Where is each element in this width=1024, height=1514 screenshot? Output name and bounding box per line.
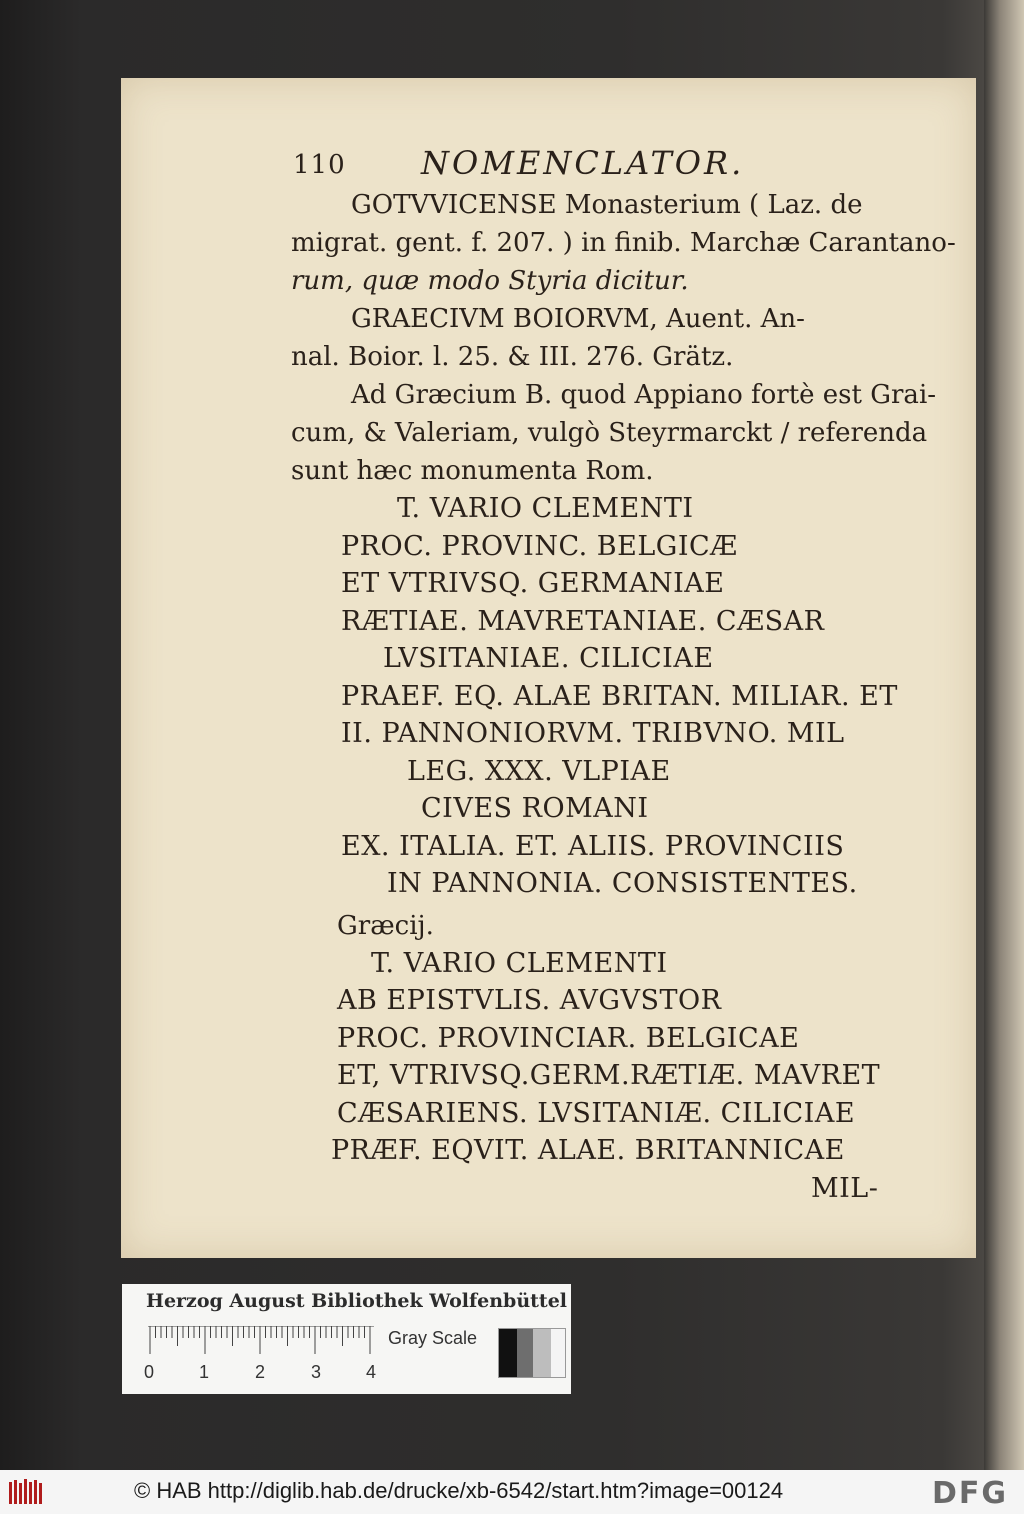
gray-swatch: [533, 1329, 551, 1377]
inscription-line: T. VARIO CLEMENTI: [397, 493, 694, 524]
ruler-number: 2: [255, 1362, 266, 1382]
text-line: sunt hæc monumenta Rom.: [291, 456, 654, 486]
ruler-number: 0: [144, 1362, 155, 1382]
ruler: [148, 1326, 374, 1356]
ruler-number: 3: [311, 1362, 322, 1382]
page-number: 110: [293, 150, 346, 180]
gray-swatch: [517, 1329, 533, 1377]
inscription-line: RÆTIAE. MAVRETANIAE. CÆSAR: [341, 605, 825, 637]
library-color-target: [122, 1284, 571, 1394]
inscription-line: CÆSARIENS. LVSITANIÆ. CILICIAE: [337, 1097, 856, 1129]
running-head: [291, 136, 921, 186]
inscription-line: LEG. XXX. VLPIAE: [407, 755, 671, 787]
text-line: cum, & Valeriam, vulgò Steyrmarckt / referenda: [291, 418, 928, 448]
ruler-number: 1: [199, 1362, 210, 1382]
catchword: MIL-: [811, 1172, 879, 1204]
text-line: rum, quæ modo Styria dicitur.: [291, 266, 689, 296]
inscription-line: PRAEF. EQ. ALAE BRITAN. MILIAR. ET: [341, 680, 898, 712]
place-note: Græcij.: [337, 910, 434, 941]
inscription-line: PROC. PROVINC. BELGICÆ: [341, 530, 738, 562]
footer-bar: [0, 1470, 1024, 1514]
text-line: GRAECIVM BOIORVM, Auent. An-: [351, 304, 805, 334]
next-page-edge: [984, 0, 1024, 1470]
inscription-line: ET, VTRIVSQ.GERM.RÆTIÆ. MAVRET: [337, 1060, 881, 1091]
inscription-line: II. PANNONIORVM. TRIBVNO. MIL: [341, 718, 845, 749]
inscription-line: PROC. PROVINCIAR. BELGICAE: [337, 1022, 800, 1054]
book-page: [121, 78, 976, 1258]
inscription-line: T. VARIO CLEMENTI: [371, 947, 668, 979]
ruler-ticks-icon: [148, 1326, 374, 1356]
gray-swatch: [551, 1329, 565, 1377]
inscription-line: CIVES ROMANI: [421, 793, 649, 824]
gray-swatch: [499, 1329, 517, 1377]
library-name: Herzog August Bibliothek Wolfenbüttel: [146, 1290, 567, 1312]
inscription-line: AB EPISTVLIS. AVGVSTOR: [337, 985, 722, 1016]
inscription-line: ET VTRIVSQ. GERMANIAE: [341, 568, 725, 599]
text-line: nal. Boior. l. 25. & III. 276. Grätz.: [291, 342, 734, 372]
dfg-logo: DFG: [932, 1476, 1009, 1511]
text-line: Ad Græcium B. quod Appiano fortè est Grai-: [351, 380, 937, 410]
gray-scale-swatches: [498, 1328, 566, 1378]
ruler-number: 4: [366, 1362, 377, 1382]
page-heading: NOMENCLATOR.: [421, 144, 745, 182]
hab-logo-icon: [8, 1478, 46, 1506]
inscription-line: PRÆF. EQVIT. ALAE. BRITANNICAE: [331, 1135, 845, 1166]
page-text-block: [291, 136, 956, 1207]
text-line: migrat. gent. f. 207. ) in finib. Marchæ Carantano-: [291, 228, 956, 258]
copyright-url[interactable]: © HAB http://diglib.hab.de/drucke/xb-6542/start.htm?image=00124: [134, 1478, 784, 1503]
gray-scale-label: Gray Scale: [388, 1328, 478, 1348]
inscription-line: LVSITANIAE. CILICIAE: [383, 643, 714, 674]
inscription-line: EX. ITALIA. ET. ALIIS. PROVINCIIS: [341, 830, 845, 862]
text-line: GOTVVICENSE Monasterium ( Laz. de: [351, 190, 863, 220]
inscription-line: IN PANNONIA. CONSISTENTES.: [387, 868, 858, 899]
